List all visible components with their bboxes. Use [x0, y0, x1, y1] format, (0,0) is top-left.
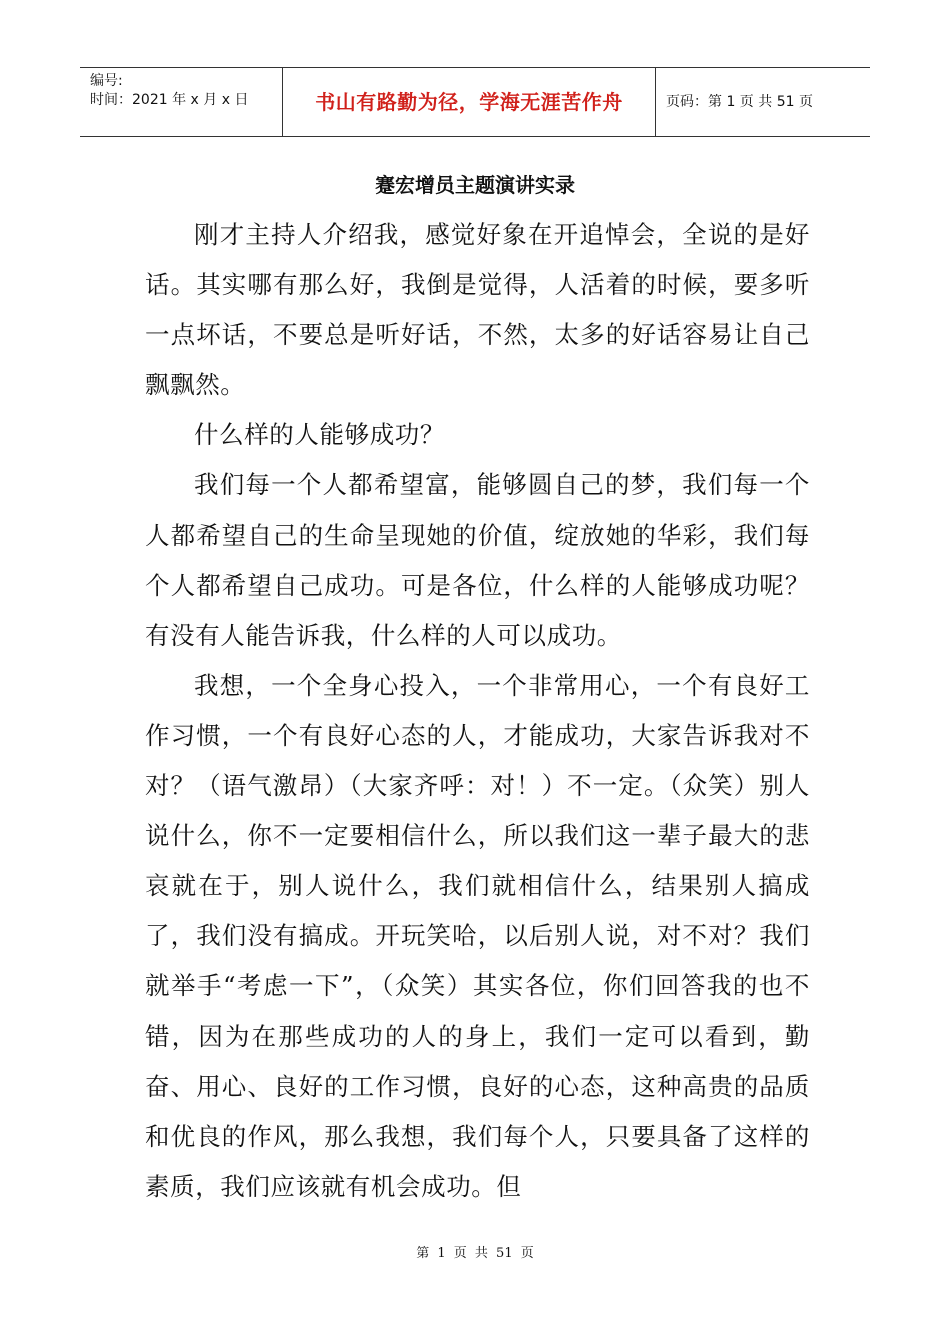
- header-meta: [90, 72, 248, 110]
- header-divider: [282, 68, 283, 136]
- paragraph: 我们每一个人都希望富，能够圆自己的梦，我们每一个人都希望自己的生命呈现她的价值，绽放她的华彩，我们每个人都希望自己成功。可是各位，什么样的人能够成功呢？有没有人能告诉我，什么样的人可以成功。: [145, 470, 810, 650]
- header-motto: 书山有路勤为径，学海无涯苦作舟: [315, 90, 623, 114]
- number-label: 编号:: [90, 73, 123, 89]
- header-divider: [655, 68, 656, 136]
- paragraph: 刚才主持人介绍我，感觉好象在开追悼会，全说的是好话。其实哪有那么好，我倒是觉得，人活着的时候，要多听一点坏话，不要总是听好话，不然，太多的好话容易让自己飘飘然。: [145, 220, 810, 400]
- document-title: 蹇宏增员主题演讲实录: [375, 173, 575, 197]
- paragraph: 我想，一个全身心投入，一个非常用心，一个有良好工作习惯，一个有良好心态的人，才能成功，大家告诉我对不对？（语气激昂）（大家齐呼：对！）不一定。（众笑）别人说什么，你不一定要相信什么，所以我们这一辈子最大的悲哀就在于，别人说什么，我们就相信什么，结果别人搞成了，我们没有搞成。开玩笑哈，以后别人说，对不对？我们就举手“考虑一下”，（众笑）其实各位，你们回答我的也不错，因为在那些成功的人的身上，我们一定可以看到，勤奋、用心、良好的工作习惯，良好的心态，这种高贵的品质和优良的作风，那么我想，我们每个人，只要具备了这样的素质，我们应该就有机会成功。但: [145, 670, 810, 1201]
- document-header: [80, 67, 870, 137]
- page-footer: 第 1 页 共 51 页: [416, 1246, 534, 1261]
- paragraph: 什么样的人能够成功？: [194, 420, 445, 450]
- header-page-info: 页码：第 1 页 共 51 页: [666, 94, 813, 110]
- document-body: [145, 210, 810, 1212]
- date-label: 时间：2021 年 x 月 x 日: [90, 92, 249, 108]
